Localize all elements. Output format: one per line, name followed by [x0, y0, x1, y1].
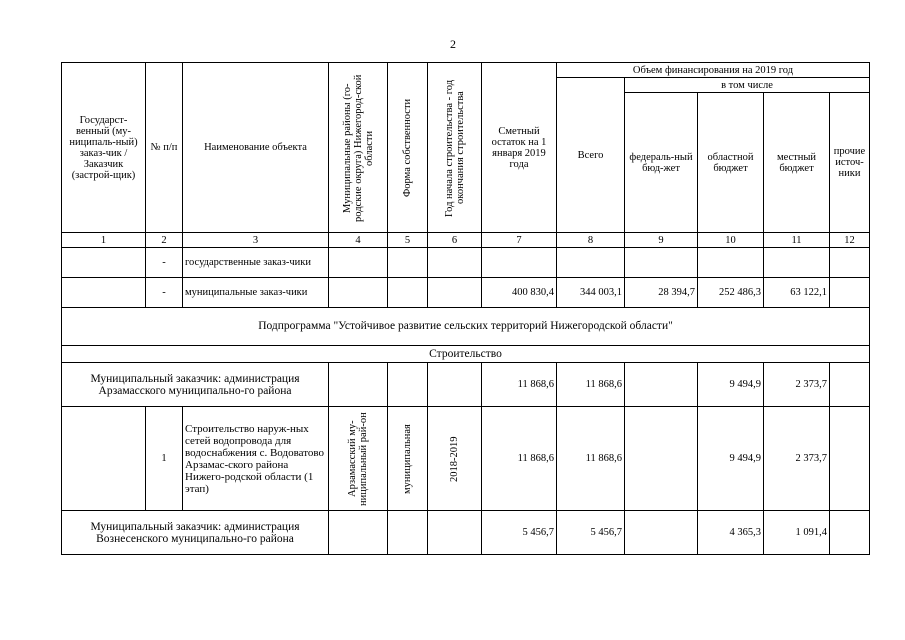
header-object-name: Наименование объекта [183, 63, 329, 233]
header-including: в том числе [625, 78, 870, 93]
total-value: 11 868,6 [557, 363, 625, 407]
page-number: 2 [450, 37, 456, 51]
column-number: 4 [329, 233, 388, 248]
header-row-1 [62, 63, 870, 78]
table-row-state-customers [62, 248, 870, 278]
balance-value: 5 456,7 [482, 511, 557, 555]
header-local: местный бюджет [764, 93, 830, 233]
customer-title: Муниципальный заказчик: администрация Арзамасского муниципально-го района [62, 363, 329, 407]
header-regional: областной бюджет [698, 93, 764, 233]
header-number: № п/п [146, 63, 183, 233]
header-other: прочие источ-ники [830, 93, 870, 233]
header-ownership: Форма собственности [388, 63, 428, 233]
local-value: 63 122,1 [764, 278, 830, 308]
column-number: 3 [183, 233, 329, 248]
header-total: Всего [557, 78, 625, 233]
column-number: 2 [146, 233, 183, 248]
table-row-municipal-customers [62, 278, 870, 308]
local-value: 2 373,7 [764, 363, 830, 407]
table-row-voznesensk-customer [62, 511, 870, 555]
header-federal: федераль-ный бюд-жет [625, 93, 698, 233]
financing-table [61, 62, 870, 555]
object-name: муниципальные заказ-чики [183, 278, 329, 308]
regional-value: 252 486,3 [698, 278, 764, 308]
column-number: 5 [388, 233, 428, 248]
object-ownership: муниципальная [388, 407, 428, 511]
column-number: 9 [625, 233, 698, 248]
table-row-arzamas-object [62, 407, 870, 511]
header-balance: Сметный остаток на 1 января 2019 года [482, 63, 557, 233]
object-years: 2018-2019 [428, 407, 482, 511]
federal-value: 28 394,7 [625, 278, 698, 308]
column-number: 7 [482, 233, 557, 248]
column-number: 11 [764, 233, 830, 248]
object-name: Строительство наруж-ных сетей водопровода для водоснабжения с. Водоватово Арзамас-ского района Нижего-родской области (1 этап) [183, 407, 329, 511]
header-financing-title: Объем финансирования на 2019 год [557, 63, 870, 78]
table-row-subprogram [62, 308, 870, 346]
column-number: 8 [557, 233, 625, 248]
subprogram-title: Подпрограмма "Устойчивое развитие сельских территорий Нижегородской области" [62, 308, 870, 346]
row-number: - [146, 248, 183, 278]
column-numbers-row [62, 233, 870, 248]
column-number: 12 [830, 233, 870, 248]
total-value: 11 868,6 [557, 407, 625, 511]
regional-value: 9 494,9 [698, 407, 764, 511]
row-number: 1 [146, 407, 183, 511]
local-value: 2 373,7 [764, 407, 830, 511]
header-district: Муниципальные районы (го-родские округа) Нижегород-ской области [329, 63, 388, 233]
balance-value: 11 868,6 [482, 363, 557, 407]
column-number: 6 [428, 233, 482, 248]
total-value: 5 456,7 [557, 511, 625, 555]
object-district: Арзамасский му-ниципальный рай-он [329, 407, 388, 511]
regional-value: 4 365,3 [698, 511, 764, 555]
balance-value: 400 830,4 [482, 278, 557, 308]
balance-value: 11 868,6 [482, 407, 557, 511]
table-row-section [62, 346, 870, 363]
table-row-arzamas-customer [62, 363, 870, 407]
local-value: 1 091,4 [764, 511, 830, 555]
header-years: Год начала строительства - год окончания строительства [428, 63, 482, 233]
row-number: - [146, 278, 183, 308]
column-number: 10 [698, 233, 764, 248]
total-value: 344 003,1 [557, 278, 625, 308]
regional-value: 9 494,9 [698, 363, 764, 407]
column-number: 1 [62, 233, 146, 248]
section-title: Строительство [62, 346, 870, 363]
customer-title: Муниципальный заказчик: администрация Вознесенского муниципально-го района [62, 511, 329, 555]
object-name: государственные заказ-чики [183, 248, 329, 278]
header-customer: Государст-венный (му-ниципаль-ный) заказ-чик / Заказчик (застрой-щик) [62, 63, 146, 233]
